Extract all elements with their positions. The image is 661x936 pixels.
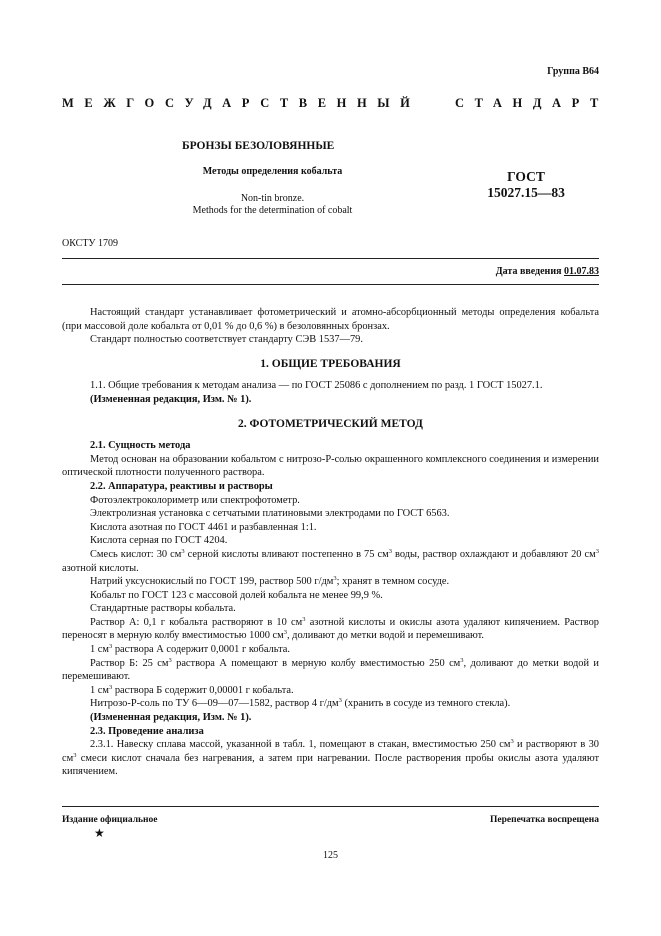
subsection-2-1-title: 2.1. Сущность метода bbox=[90, 440, 191, 452]
equipment-item: Кислота азотная по ГОСТ 4461 и разбавленная 1:1. bbox=[90, 521, 317, 533]
solution-b-concentration: 1 $см^3$ раствора Б содержит 0,00001 г кобальта. bbox=[90, 683, 294, 696]
section2-amendment: (Измененная редакция, Изм. № 1). bbox=[90, 712, 252, 724]
header-divider bbox=[62, 258, 599, 259]
intro-compliance: Стандарт полностью соответствует стандарту СЭВ 1537—79. bbox=[90, 334, 363, 346]
effective-date bbox=[496, 266, 599, 277]
section1-heading: 1. ОБЩИЕ ТРЕБОВАНИЯ bbox=[260, 357, 401, 370]
english-title bbox=[160, 193, 385, 217]
document-title: БРОНЗЫ БЕЗОЛОВЯННЫЕ bbox=[182, 140, 335, 152]
official-edition-note: Издание официальное bbox=[62, 815, 158, 825]
document-subtitle: Методы определения кобальта bbox=[202, 166, 343, 177]
standard-solutions-paragraph: Стандартные растворы кобальта. bbox=[90, 603, 236, 615]
subsection-2-1-text: Метод основан на образовании кобальтом с нитрозо-Р-солью окрашенного комплексного соединения и измерении оптической плотности полученного раствора. bbox=[62, 453, 599, 479]
section1-paragraph: 1.1. Общие требования к методам анализа — по ГОСТ 25086 с дополнением по разд. 1 ГОСТ 15027.1. bbox=[90, 380, 543, 392]
footer-divider bbox=[62, 806, 599, 807]
acid-mixture-paragraph: Смесь кислот: 30 $см^3$ серной кислоты вливают постепенно в 75 $см^3$ воды, раствор охлаждают и добавляют 20 $см^3$ азотной кислоты. bbox=[62, 547, 599, 574]
star-icon: ★ bbox=[94, 826, 105, 840]
sodium-acetate-paragraph: Натрий уксуснокислый по ГОСТ 199, раствор 500 $г/дм^3$; хранят в темном сосуде. bbox=[90, 575, 450, 588]
effective-date-value: 01.07.83 bbox=[564, 266, 599, 277]
group-code: Группа В64 bbox=[547, 66, 599, 77]
solution-a-paragraph: Раствор А: 0,1 г кобальта растворяют в 10 $см^3$ азотной кислоты и окислы азота удаляют кипячением. Раствор переносят в мерную колбу вместимостью 1000 $см^3$, доливают до метки водой и перемешивают. bbox=[62, 615, 599, 642]
subsection-2-3-title: 2.3. Проведение анализа bbox=[90, 725, 204, 737]
effective-date-label: Дата введения bbox=[495, 266, 562, 277]
date-divider bbox=[62, 284, 599, 285]
gost-code: 15027.15—83 bbox=[487, 185, 565, 200]
banner-word-standard: СТАНДАРТ bbox=[454, 96, 609, 110]
solution-a-concentration: 1 $см^3$ раствора А содержит 0,0001 г кобальта. bbox=[90, 643, 290, 656]
document-body bbox=[62, 306, 599, 779]
cobalt-paragraph: Кобальт по ГОСТ 123 с массовой долей кобальта не менее 99,9 %. bbox=[90, 589, 383, 601]
oksty-code: ОКСТУ 1709 bbox=[62, 238, 119, 249]
nitroso-salt-paragraph: Нитрозо-Р-соль по ТУ 6—09—07—1582, раствор 4 $г/дм^3$ (хранить в сосуде из темного стекла). bbox=[90, 697, 511, 710]
equipment-item: Кислота серная по ГОСТ 4204. bbox=[90, 535, 228, 547]
english-title-line2: Methods for the determination of cobalt bbox=[192, 205, 353, 216]
standard-banner bbox=[62, 96, 609, 111]
intro-paragraph: Настоящий стандарт устанавливает фотометрический и атомно-абсорбционный методы определения кобальта (при массовой доле кобальта от 0,01 % до 0,6 %) в безоловянных бронзах. bbox=[62, 307, 599, 332]
page-number: 125 bbox=[323, 850, 338, 861]
reprint-prohibited-note: Перепечатка воспрещена bbox=[489, 815, 599, 825]
section1-amendment: (Измененная редакция, Изм. № 1). bbox=[90, 393, 252, 405]
subsection-2-3-1-paragraph: 2.3.1. Навеску сплава массой, указанной в табл. 1, помещают в стакан, вместимостью 250 $см^3$ и растворяют в 30 $см^3$ смеси кислот сначала без нагревания, а затем при нагревании. После растворения пробы окислы азота удаляют кипячением. bbox=[62, 738, 599, 778]
english-title-line1: Non-tin bronze. bbox=[240, 193, 305, 204]
solution-b-paragraph: Раствор Б: 25 $см^3$ раствора А помещают в мерную колбу вместимостью 250 $см^3$, доливают до метки водой и перемешивают. bbox=[62, 656, 599, 683]
gost-number bbox=[478, 169, 574, 201]
banner-word-interstate: МЕЖГОСУДАРСТВЕННЫЙ bbox=[62, 96, 421, 110]
equipment-item: Электролизная установка с сетчатыми платиновыми электродами по ГОСТ 6563. bbox=[90, 508, 450, 520]
section2-heading: 2. ФОТОМЕТРИЧЕСКИЙ МЕТОД bbox=[238, 417, 423, 430]
gost-label: ГОСТ bbox=[507, 169, 545, 184]
equipment-item: Фотоэлектроколориметр или спектрофотометр. bbox=[90, 494, 300, 506]
subsection-2-2-title: 2.2. Аппаратура, реактивы и растворы bbox=[90, 480, 273, 492]
